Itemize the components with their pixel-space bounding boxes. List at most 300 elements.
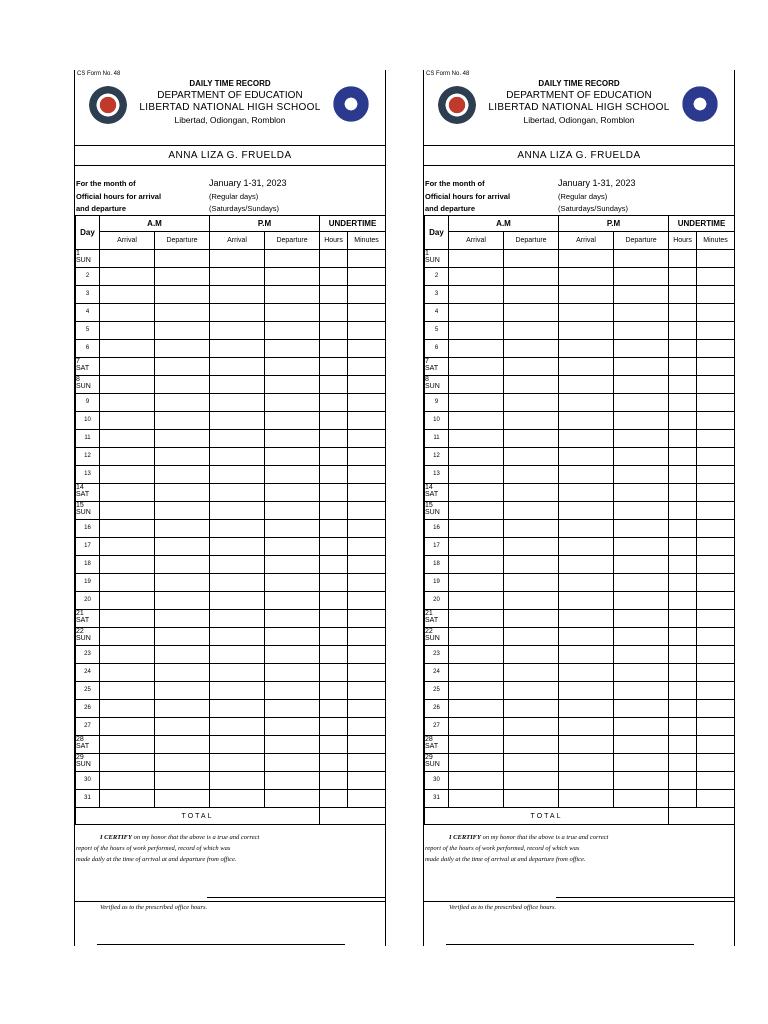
pm-departure-cell[interactable] — [265, 484, 320, 502]
pm-departure-cell[interactable] — [614, 736, 669, 754]
am-arrival-cell[interactable] — [449, 502, 504, 520]
pm-departure-cell[interactable] — [614, 646, 669, 664]
pm-arrival-cell[interactable] — [210, 520, 265, 538]
am-departure-cell[interactable] — [155, 466, 210, 484]
undertime-hours-cell[interactable] — [669, 502, 697, 520]
undertime-minutes-cell[interactable] — [348, 610, 386, 628]
am-arrival-cell[interactable] — [449, 322, 504, 340]
am-arrival-cell[interactable] — [100, 718, 155, 736]
undertime-minutes-cell[interactable] — [697, 304, 735, 322]
am-arrival-cell[interactable] — [449, 412, 504, 430]
undertime-hours-cell[interactable] — [669, 376, 697, 394]
undertime-hours-cell[interactable] — [320, 268, 348, 286]
undertime-minutes-cell[interactable] — [697, 610, 735, 628]
undertime-minutes-cell[interactable] — [697, 340, 735, 358]
am-departure-cell[interactable] — [504, 754, 559, 772]
pm-arrival-cell[interactable] — [210, 502, 265, 520]
pm-departure-cell[interactable] — [614, 502, 669, 520]
pm-arrival-cell[interactable] — [559, 718, 614, 736]
undertime-hours-cell[interactable] — [669, 538, 697, 556]
undertime-hours-cell[interactable] — [669, 574, 697, 592]
undertime-minutes-cell[interactable] — [348, 358, 386, 376]
am-arrival-cell[interactable] — [449, 520, 504, 538]
undertime-hours-cell[interactable] — [669, 772, 697, 790]
am-arrival-cell[interactable] — [449, 304, 504, 322]
am-arrival-cell[interactable] — [100, 628, 155, 646]
undertime-minutes-cell[interactable] — [348, 250, 386, 268]
am-departure-cell[interactable] — [155, 538, 210, 556]
pm-departure-cell[interactable] — [265, 358, 320, 376]
undertime-minutes-cell[interactable] — [348, 736, 386, 754]
am-arrival-cell[interactable] — [449, 250, 504, 268]
am-departure-cell[interactable] — [155, 628, 210, 646]
pm-arrival-cell[interactable] — [559, 646, 614, 664]
pm-arrival-cell[interactable] — [210, 394, 265, 412]
undertime-minutes-cell[interactable] — [697, 646, 735, 664]
total-value-cell[interactable] — [669, 808, 735, 825]
pm-departure-cell[interactable] — [614, 574, 669, 592]
am-departure-cell[interactable] — [504, 394, 559, 412]
am-departure-cell[interactable] — [504, 304, 559, 322]
undertime-hours-cell[interactable] — [320, 628, 348, 646]
pm-departure-cell[interactable] — [265, 520, 320, 538]
pm-departure-cell[interactable] — [265, 592, 320, 610]
am-departure-cell[interactable] — [504, 592, 559, 610]
pm-arrival-cell[interactable] — [210, 610, 265, 628]
am-arrival-cell[interactable] — [449, 736, 504, 754]
undertime-minutes-cell[interactable] — [348, 754, 386, 772]
undertime-minutes-cell[interactable] — [348, 484, 386, 502]
undertime-hours-cell[interactable] — [669, 556, 697, 574]
pm-arrival-cell[interactable] — [559, 466, 614, 484]
am-departure-cell[interactable] — [155, 736, 210, 754]
pm-departure-cell[interactable] — [614, 754, 669, 772]
pm-arrival-cell[interactable] — [210, 700, 265, 718]
am-departure-cell[interactable] — [155, 376, 210, 394]
pm-departure-cell[interactable] — [614, 412, 669, 430]
pm-departure-cell[interactable] — [265, 502, 320, 520]
pm-departure-cell[interactable] — [614, 376, 669, 394]
am-departure-cell[interactable] — [504, 430, 559, 448]
am-arrival-cell[interactable] — [449, 466, 504, 484]
am-departure-cell[interactable] — [504, 574, 559, 592]
pm-departure-cell[interactable] — [614, 448, 669, 466]
am-arrival-cell[interactable] — [449, 700, 504, 718]
am-departure-cell[interactable] — [504, 772, 559, 790]
pm-departure-cell[interactable] — [265, 466, 320, 484]
undertime-minutes-cell[interactable] — [348, 304, 386, 322]
am-departure-cell[interactable] — [155, 754, 210, 772]
pm-departure-cell[interactable] — [614, 322, 669, 340]
am-arrival-cell[interactable] — [449, 556, 504, 574]
am-arrival-cell[interactable] — [100, 484, 155, 502]
undertime-hours-cell[interactable] — [320, 448, 348, 466]
am-arrival-cell[interactable] — [100, 754, 155, 772]
am-arrival-cell[interactable] — [100, 340, 155, 358]
undertime-hours-cell[interactable] — [320, 484, 348, 502]
pm-arrival-cell[interactable] — [210, 736, 265, 754]
undertime-hours-cell[interactable] — [320, 412, 348, 430]
undertime-hours-cell[interactable] — [320, 592, 348, 610]
am-departure-cell[interactable] — [155, 268, 210, 286]
undertime-minutes-cell[interactable] — [697, 394, 735, 412]
undertime-minutes-cell[interactable] — [697, 466, 735, 484]
am-arrival-cell[interactable] — [449, 376, 504, 394]
am-departure-cell[interactable] — [504, 340, 559, 358]
am-departure-cell[interactable] — [504, 268, 559, 286]
am-departure-cell[interactable] — [155, 718, 210, 736]
pm-departure-cell[interactable] — [265, 610, 320, 628]
pm-departure-cell[interactable] — [265, 790, 320, 808]
pm-arrival-cell[interactable] — [210, 430, 265, 448]
pm-arrival-cell[interactable] — [559, 448, 614, 466]
am-departure-cell[interactable] — [155, 682, 210, 700]
undertime-minutes-cell[interactable] — [697, 772, 735, 790]
undertime-minutes-cell[interactable] — [697, 556, 735, 574]
am-departure-cell[interactable] — [504, 718, 559, 736]
undertime-hours-cell[interactable] — [669, 646, 697, 664]
pm-departure-cell[interactable] — [614, 304, 669, 322]
pm-departure-cell[interactable] — [614, 358, 669, 376]
pm-arrival-cell[interactable] — [559, 322, 614, 340]
undertime-hours-cell[interactable] — [669, 286, 697, 304]
undertime-minutes-cell[interactable] — [348, 772, 386, 790]
undertime-minutes-cell[interactable] — [348, 574, 386, 592]
am-arrival-cell[interactable] — [449, 286, 504, 304]
am-arrival-cell[interactable] — [100, 646, 155, 664]
undertime-minutes-cell[interactable] — [348, 340, 386, 358]
pm-arrival-cell[interactable] — [559, 664, 614, 682]
am-arrival-cell[interactable] — [100, 322, 155, 340]
pm-arrival-cell[interactable] — [559, 502, 614, 520]
am-departure-cell[interactable] — [504, 376, 559, 394]
pm-departure-cell[interactable] — [265, 376, 320, 394]
undertime-hours-cell[interactable] — [669, 610, 697, 628]
undertime-minutes-cell[interactable] — [697, 484, 735, 502]
undertime-hours-cell[interactable] — [320, 286, 348, 304]
am-arrival-cell[interactable] — [449, 448, 504, 466]
pm-arrival-cell[interactable] — [210, 340, 265, 358]
pm-departure-cell[interactable] — [265, 268, 320, 286]
pm-departure-cell[interactable] — [265, 430, 320, 448]
undertime-hours-cell[interactable] — [320, 322, 348, 340]
am-departure-cell[interactable] — [504, 664, 559, 682]
am-departure-cell[interactable] — [504, 484, 559, 502]
undertime-minutes-cell[interactable] — [697, 358, 735, 376]
pm-arrival-cell[interactable] — [210, 718, 265, 736]
am-arrival-cell[interactable] — [100, 700, 155, 718]
undertime-minutes-cell[interactable] — [697, 502, 735, 520]
undertime-minutes-cell[interactable] — [348, 700, 386, 718]
pm-arrival-cell[interactable] — [559, 592, 614, 610]
am-arrival-cell[interactable] — [449, 646, 504, 664]
undertime-hours-cell[interactable] — [669, 700, 697, 718]
pm-arrival-cell[interactable] — [210, 538, 265, 556]
undertime-minutes-cell[interactable] — [697, 376, 735, 394]
pm-departure-cell[interactable] — [265, 646, 320, 664]
am-departure-cell[interactable] — [155, 700, 210, 718]
am-arrival-cell[interactable] — [449, 268, 504, 286]
am-departure-cell[interactable] — [155, 412, 210, 430]
pm-arrival-cell[interactable] — [210, 574, 265, 592]
undertime-minutes-cell[interactable] — [697, 448, 735, 466]
am-departure-cell[interactable] — [504, 790, 559, 808]
am-departure-cell[interactable] — [504, 610, 559, 628]
am-arrival-cell[interactable] — [100, 304, 155, 322]
undertime-minutes-cell[interactable] — [697, 754, 735, 772]
pm-arrival-cell[interactable] — [559, 376, 614, 394]
pm-arrival-cell[interactable] — [210, 556, 265, 574]
pm-arrival-cell[interactable] — [559, 304, 614, 322]
undertime-minutes-cell[interactable] — [348, 664, 386, 682]
undertime-minutes-cell[interactable] — [697, 286, 735, 304]
pm-arrival-cell[interactable] — [559, 700, 614, 718]
total-value-cell[interactable] — [320, 808, 386, 825]
pm-arrival-cell[interactable] — [210, 484, 265, 502]
pm-arrival-cell[interactable] — [210, 664, 265, 682]
undertime-minutes-cell[interactable] — [697, 538, 735, 556]
pm-arrival-cell[interactable] — [559, 790, 614, 808]
pm-departure-cell[interactable] — [265, 700, 320, 718]
am-departure-cell[interactable] — [155, 520, 210, 538]
undertime-minutes-cell[interactable] — [697, 700, 735, 718]
am-arrival-cell[interactable] — [100, 448, 155, 466]
am-arrival-cell[interactable] — [449, 628, 504, 646]
pm-arrival-cell[interactable] — [559, 358, 614, 376]
am-departure-cell[interactable] — [504, 322, 559, 340]
am-departure-cell[interactable] — [155, 646, 210, 664]
pm-arrival-cell[interactable] — [559, 736, 614, 754]
pm-arrival-cell[interactable] — [559, 628, 614, 646]
undertime-minutes-cell[interactable] — [348, 268, 386, 286]
pm-arrival-cell[interactable] — [559, 268, 614, 286]
am-departure-cell[interactable] — [155, 664, 210, 682]
am-departure-cell[interactable] — [504, 466, 559, 484]
pm-departure-cell[interactable] — [265, 448, 320, 466]
undertime-hours-cell[interactable] — [669, 358, 697, 376]
pm-departure-cell[interactable] — [265, 250, 320, 268]
undertime-hours-cell[interactable] — [320, 502, 348, 520]
undertime-minutes-cell[interactable] — [348, 538, 386, 556]
pm-departure-cell[interactable] — [265, 718, 320, 736]
pm-departure-cell[interactable] — [265, 754, 320, 772]
undertime-minutes-cell[interactable] — [697, 322, 735, 340]
pm-departure-cell[interactable] — [265, 286, 320, 304]
am-departure-cell[interactable] — [155, 304, 210, 322]
am-arrival-cell[interactable] — [100, 610, 155, 628]
undertime-minutes-cell[interactable] — [348, 286, 386, 304]
pm-arrival-cell[interactable] — [210, 754, 265, 772]
undertime-hours-cell[interactable] — [669, 268, 697, 286]
undertime-hours-cell[interactable] — [320, 700, 348, 718]
am-arrival-cell[interactable] — [449, 358, 504, 376]
pm-arrival-cell[interactable] — [210, 448, 265, 466]
am-departure-cell[interactable] — [155, 250, 210, 268]
am-arrival-cell[interactable] — [449, 538, 504, 556]
undertime-minutes-cell[interactable] — [348, 556, 386, 574]
am-departure-cell[interactable] — [155, 358, 210, 376]
am-arrival-cell[interactable] — [100, 358, 155, 376]
pm-arrival-cell[interactable] — [210, 790, 265, 808]
am-arrival-cell[interactable] — [100, 538, 155, 556]
am-departure-cell[interactable] — [504, 646, 559, 664]
am-arrival-cell[interactable] — [100, 592, 155, 610]
pm-arrival-cell[interactable] — [210, 358, 265, 376]
undertime-hours-cell[interactable] — [669, 466, 697, 484]
pm-arrival-cell[interactable] — [210, 592, 265, 610]
undertime-hours-cell[interactable] — [669, 412, 697, 430]
am-arrival-cell[interactable] — [100, 736, 155, 754]
pm-departure-cell[interactable] — [265, 304, 320, 322]
pm-arrival-cell[interactable] — [210, 268, 265, 286]
am-departure-cell[interactable] — [155, 448, 210, 466]
undertime-minutes-cell[interactable] — [348, 448, 386, 466]
undertime-hours-cell[interactable] — [669, 718, 697, 736]
undertime-minutes-cell[interactable] — [697, 682, 735, 700]
am-departure-cell[interactable] — [504, 556, 559, 574]
am-departure-cell[interactable] — [504, 286, 559, 304]
am-departure-cell[interactable] — [155, 502, 210, 520]
undertime-minutes-cell[interactable] — [348, 628, 386, 646]
pm-arrival-cell[interactable] — [559, 610, 614, 628]
undertime-hours-cell[interactable] — [669, 484, 697, 502]
pm-arrival-cell[interactable] — [559, 430, 614, 448]
am-arrival-cell[interactable] — [449, 772, 504, 790]
undertime-minutes-cell[interactable] — [348, 376, 386, 394]
am-arrival-cell[interactable] — [100, 574, 155, 592]
am-arrival-cell[interactable] — [449, 592, 504, 610]
undertime-hours-cell[interactable] — [669, 520, 697, 538]
undertime-minutes-cell[interactable] — [348, 646, 386, 664]
pm-arrival-cell[interactable] — [559, 754, 614, 772]
am-arrival-cell[interactable] — [449, 664, 504, 682]
am-departure-cell[interactable] — [504, 250, 559, 268]
undertime-minutes-cell[interactable] — [348, 394, 386, 412]
undertime-hours-cell[interactable] — [320, 790, 348, 808]
am-departure-cell[interactable] — [155, 484, 210, 502]
undertime-hours-cell[interactable] — [669, 628, 697, 646]
undertime-hours-cell[interactable] — [320, 430, 348, 448]
am-arrival-cell[interactable] — [449, 610, 504, 628]
am-departure-cell[interactable] — [504, 502, 559, 520]
pm-arrival-cell[interactable] — [559, 682, 614, 700]
pm-arrival-cell[interactable] — [559, 340, 614, 358]
undertime-hours-cell[interactable] — [669, 250, 697, 268]
am-departure-cell[interactable] — [155, 592, 210, 610]
undertime-hours-cell[interactable] — [669, 736, 697, 754]
undertime-hours-cell[interactable] — [320, 250, 348, 268]
am-arrival-cell[interactable] — [449, 790, 504, 808]
pm-departure-cell[interactable] — [265, 556, 320, 574]
am-arrival-cell[interactable] — [449, 718, 504, 736]
am-arrival-cell[interactable] — [100, 394, 155, 412]
am-arrival-cell[interactable] — [100, 790, 155, 808]
undertime-minutes-cell[interactable] — [697, 736, 735, 754]
undertime-minutes-cell[interactable] — [348, 502, 386, 520]
am-arrival-cell[interactable] — [100, 556, 155, 574]
undertime-hours-cell[interactable] — [320, 574, 348, 592]
pm-departure-cell[interactable] — [614, 682, 669, 700]
undertime-minutes-cell[interactable] — [348, 790, 386, 808]
pm-arrival-cell[interactable] — [210, 250, 265, 268]
pm-arrival-cell[interactable] — [210, 304, 265, 322]
pm-departure-cell[interactable] — [614, 250, 669, 268]
pm-departure-cell[interactable] — [614, 484, 669, 502]
pm-arrival-cell[interactable] — [210, 682, 265, 700]
undertime-hours-cell[interactable] — [320, 682, 348, 700]
undertime-hours-cell[interactable] — [669, 340, 697, 358]
am-arrival-cell[interactable] — [449, 394, 504, 412]
pm-arrival-cell[interactable] — [210, 376, 265, 394]
undertime-hours-cell[interactable] — [320, 304, 348, 322]
am-departure-cell[interactable] — [504, 682, 559, 700]
am-departure-cell[interactable] — [504, 358, 559, 376]
am-departure-cell[interactable] — [504, 538, 559, 556]
am-arrival-cell[interactable] — [100, 268, 155, 286]
undertime-hours-cell[interactable] — [320, 538, 348, 556]
am-arrival-cell[interactable] — [100, 430, 155, 448]
undertime-minutes-cell[interactable] — [697, 592, 735, 610]
am-arrival-cell[interactable] — [449, 574, 504, 592]
pm-arrival-cell[interactable] — [559, 412, 614, 430]
am-departure-cell[interactable] — [155, 322, 210, 340]
pm-departure-cell[interactable] — [614, 430, 669, 448]
pm-arrival-cell[interactable] — [210, 286, 265, 304]
pm-departure-cell[interactable] — [614, 538, 669, 556]
am-departure-cell[interactable] — [504, 736, 559, 754]
am-arrival-cell[interactable] — [100, 664, 155, 682]
pm-departure-cell[interactable] — [614, 790, 669, 808]
undertime-minutes-cell[interactable] — [348, 682, 386, 700]
pm-departure-cell[interactable] — [614, 556, 669, 574]
undertime-hours-cell[interactable] — [669, 754, 697, 772]
pm-departure-cell[interactable] — [614, 664, 669, 682]
am-arrival-cell[interactable] — [100, 466, 155, 484]
undertime-hours-cell[interactable] — [320, 394, 348, 412]
am-arrival-cell[interactable] — [100, 682, 155, 700]
pm-arrival-cell[interactable] — [559, 286, 614, 304]
undertime-minutes-cell[interactable] — [697, 664, 735, 682]
pm-arrival-cell[interactable] — [559, 538, 614, 556]
undertime-hours-cell[interactable] — [320, 556, 348, 574]
undertime-minutes-cell[interactable] — [697, 412, 735, 430]
undertime-minutes-cell[interactable] — [697, 268, 735, 286]
am-departure-cell[interactable] — [155, 394, 210, 412]
pm-departure-cell[interactable] — [265, 538, 320, 556]
undertime-hours-cell[interactable] — [320, 646, 348, 664]
pm-departure-cell[interactable] — [614, 394, 669, 412]
pm-departure-cell[interactable] — [614, 718, 669, 736]
undertime-hours-cell[interactable] — [669, 448, 697, 466]
undertime-hours-cell[interactable] — [669, 682, 697, 700]
undertime-hours-cell[interactable] — [320, 736, 348, 754]
undertime-hours-cell[interactable] — [669, 790, 697, 808]
pm-arrival-cell[interactable] — [559, 556, 614, 574]
pm-departure-cell[interactable] — [265, 772, 320, 790]
undertime-minutes-cell[interactable] — [697, 250, 735, 268]
am-departure-cell[interactable] — [504, 628, 559, 646]
undertime-hours-cell[interactable] — [320, 376, 348, 394]
undertime-hours-cell[interactable] — [320, 466, 348, 484]
pm-departure-cell[interactable] — [614, 340, 669, 358]
am-arrival-cell[interactable] — [100, 412, 155, 430]
undertime-minutes-cell[interactable] — [348, 430, 386, 448]
pm-departure-cell[interactable] — [265, 628, 320, 646]
am-departure-cell[interactable] — [155, 556, 210, 574]
pm-departure-cell[interactable] — [614, 772, 669, 790]
undertime-minutes-cell[interactable] — [348, 322, 386, 340]
pm-arrival-cell[interactable] — [210, 772, 265, 790]
